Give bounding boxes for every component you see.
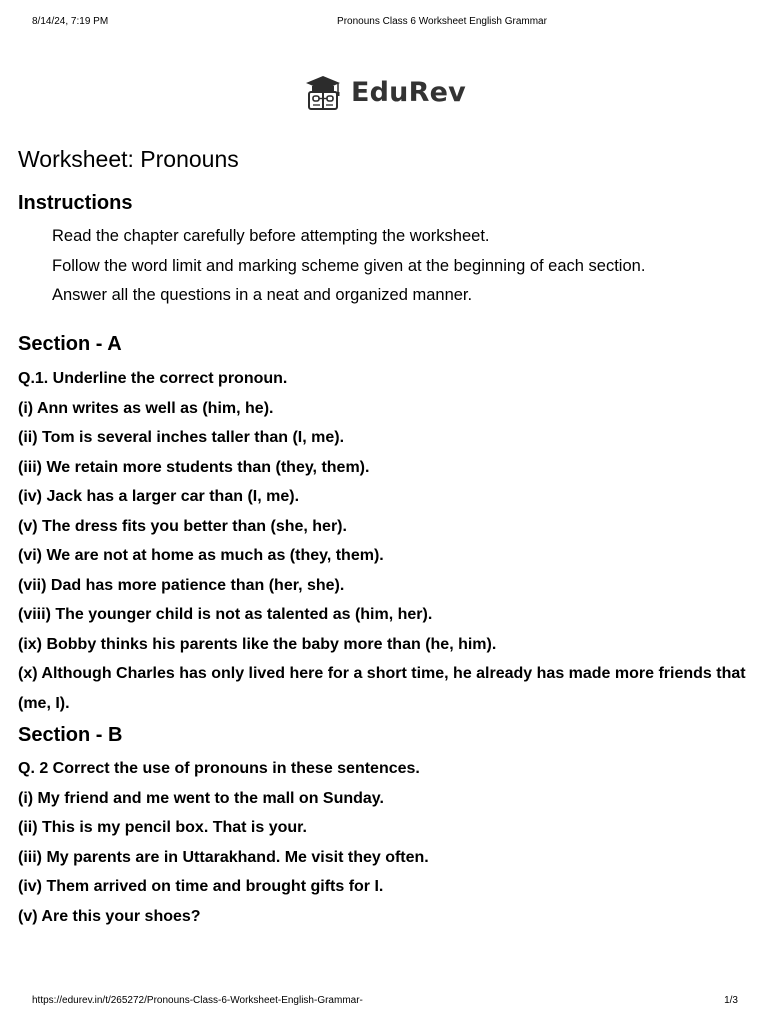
- edurev-logo: [303, 72, 466, 112]
- question-heading: Q.1. Underline the correct pronoun.: [18, 370, 288, 387]
- question-item: (ix) Bobby thinks his parents like the baby more than (he, him).: [18, 635, 497, 653]
- worksheet-title: Worksheet: Pronouns: [18, 146, 239, 172]
- question-item: (v) The dress fits you better than (she, her).: [18, 517, 347, 535]
- question-item: (ii) This is my pencil box. That is your.: [18, 819, 307, 836]
- logo-text: EduRev: [351, 76, 466, 108]
- print-header: [0, 14, 768, 30]
- question-item: (x) Although Charles has only lived here for a short time, he already has made more friends that (me, I).: [18, 665, 746, 712]
- instructions-list: [52, 224, 645, 313]
- section-a-questions: [18, 364, 748, 718]
- question-item: (i) Ann writes as well as (him, he).: [18, 399, 274, 417]
- print-page-title: Pronouns Class 6 Worksheet English Grammar: [337, 16, 547, 27]
- question-item: (vii) Dad has more patience than (her, she).: [18, 576, 345, 594]
- question-item: (v) Are this your shoes?: [18, 907, 201, 925]
- section-a-heading: Section - A: [18, 333, 122, 355]
- question-item: (iv) Jack has a larger car than (I, me).: [18, 488, 300, 505]
- question-item: (iv) Them arrived on time and brought gifts for I.: [18, 878, 384, 895]
- graduation-cap-book-icon: [303, 73, 343, 111]
- instruction-item: Answer all the questions in a neat and organized manner.: [52, 286, 473, 304]
- print-datetime: 8/14/24, 7:19 PM: [32, 16, 109, 27]
- question-item: (i) My friend and me went to the mall on Sunday.: [18, 789, 384, 807]
- question-item: (iii) My parents are in Uttarakhand. Me visit they often.: [18, 848, 429, 866]
- question-item: (vi) We are not at home as much as (they, them).: [18, 547, 384, 564]
- section-b-heading: Section - B: [18, 724, 123, 746]
- question-item: (viii) The younger child is not as talented as (him, her).: [18, 606, 433, 623]
- question-heading: Q. 2 Correct the use of pronouns in these sentences.: [18, 760, 420, 777]
- question-item: (ii) Tom is several inches taller than (I, me).: [18, 429, 345, 446]
- section-b-questions: [18, 754, 748, 931]
- print-url[interactable]: https://edurev.in/t/265272/Pronouns-Class-6-Worksheet-English-Grammar-: [32, 995, 363, 1006]
- question-item: (iii) We retain more students than (they, them).: [18, 458, 370, 476]
- instruction-item: Follow the word limit and marking scheme given at the beginning of each section.: [52, 256, 646, 275]
- instruction-item: Read the chapter carefully before attempting the worksheet.: [52, 227, 490, 245]
- print-page-number: 1/3: [724, 995, 738, 1006]
- instructions-heading: Instructions: [18, 192, 133, 214]
- print-footer: [0, 994, 768, 1008]
